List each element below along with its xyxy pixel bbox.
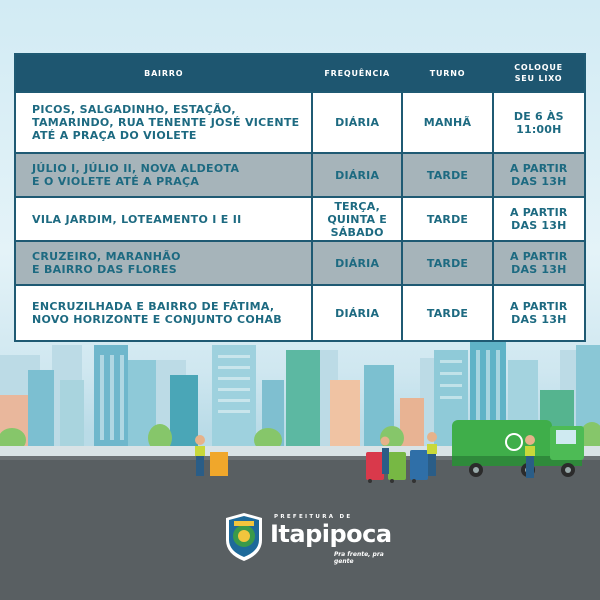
cell-bairro: VILA JARDIM, LOTEAMENTO I E II xyxy=(15,197,312,241)
cell-frequencia: DIÁRIA xyxy=(312,92,402,153)
brand-slogan: Pra frente, pra gente xyxy=(334,551,384,565)
cell-frequencia: TERÇA, QUINTA E SÁBADO xyxy=(312,197,402,241)
waste-bin-orange xyxy=(210,452,228,476)
worker-truck xyxy=(525,435,535,478)
cell-frequencia: DIÁRIA xyxy=(312,153,402,197)
table-header-row xyxy=(15,54,585,92)
cell-horario: A PARTIR DAS 13H xyxy=(493,153,585,197)
table-row xyxy=(15,197,585,241)
cell-frequencia: DIÁRIA xyxy=(312,241,402,285)
cell-horario: DE 6 ÀS 11:00H xyxy=(493,92,585,153)
cell-horario: A PARTIR DAS 13H xyxy=(493,241,585,285)
header-turno: TURNO xyxy=(402,54,492,92)
waste-bins xyxy=(366,450,428,483)
cell-horario: A PARTIR DAS 13H xyxy=(493,197,585,241)
brand-prefix: PREFEITURA DE xyxy=(274,514,353,520)
brand-name: Itapipoca xyxy=(270,520,392,548)
table-row xyxy=(15,153,585,197)
worker-left xyxy=(195,435,205,476)
city-crest-icon xyxy=(222,512,266,562)
cell-turno: TARDE xyxy=(402,285,492,341)
header-bairro: BAIRRO xyxy=(15,54,312,92)
cell-bairro: CRUZEIRO, MARANHÃO E BAIRRO DAS FLORES xyxy=(15,241,312,285)
cell-bairro: PICOS, SALGADINHO, ESTAÇÃO, TAMARINDO, RUA TENENTE JOSÉ VICENTE ATÉ A PRAÇA DO VIOLETE xyxy=(15,92,312,153)
cell-frequencia: DIÁRIA xyxy=(312,285,402,341)
cell-bairro: ENCRUZILHADA E BAIRRO DE FÁTIMA, NOVO HORIZONTE E CONJUNTO COHAB xyxy=(15,285,312,341)
table-row xyxy=(15,285,585,341)
cell-turno: TARDE xyxy=(402,153,492,197)
cell-turno: TARDE xyxy=(402,241,492,285)
collection-schedule-table xyxy=(14,53,586,342)
cell-turno: MANHÃ xyxy=(402,92,492,153)
header-coloque-seu-lixo: COLOQUE SEU LIXO xyxy=(493,54,585,92)
table-row xyxy=(15,92,585,153)
cell-turno: TARDE xyxy=(402,197,492,241)
prefeitura-logo xyxy=(222,512,392,565)
header-frequencia: FREQUÊNCIA xyxy=(312,54,402,92)
cell-bairro: JÚLIO I, JÚLIO II, NOVA ALDEOTA E O VIOLETE ATÉ A PRAÇA xyxy=(15,153,312,197)
table-row xyxy=(15,241,585,285)
cell-horario: A PARTIR DAS 13H xyxy=(493,285,585,341)
